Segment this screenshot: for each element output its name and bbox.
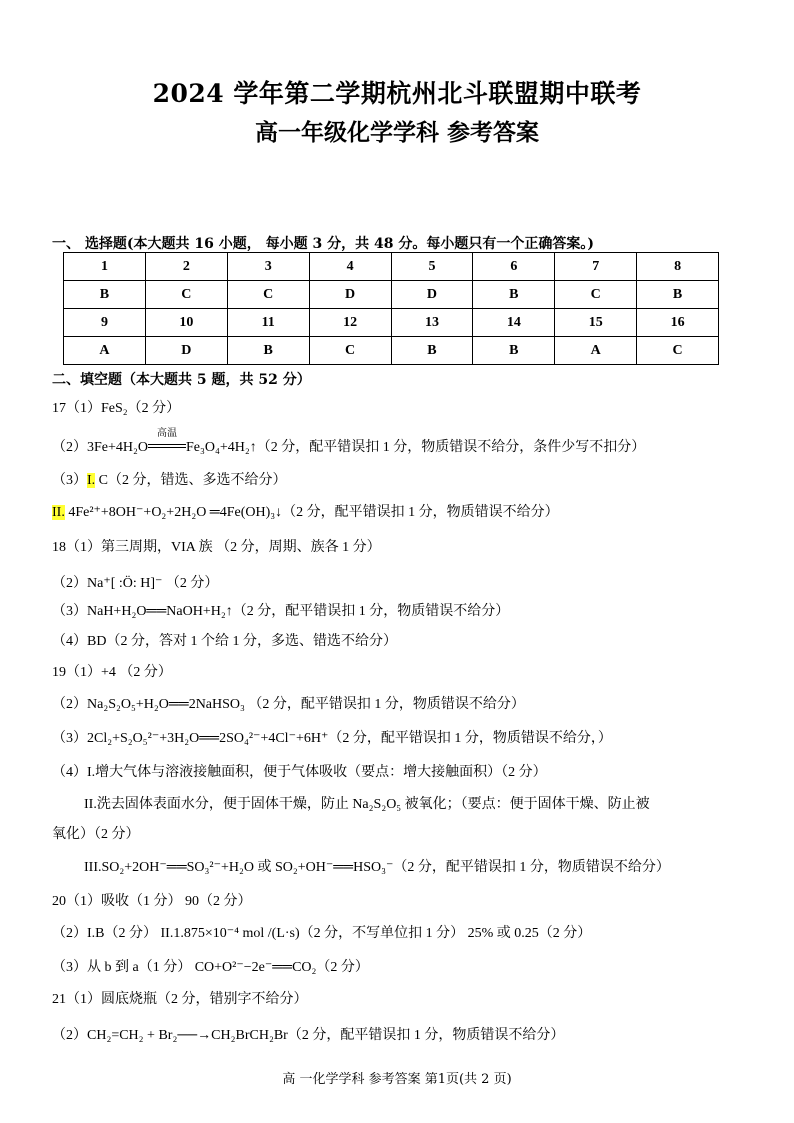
q20-part3: （3）从 b 到 a（1 分） CO+O²⁻−2e⁻══CO₂（2 分） [52,960,369,975]
q19-part4-ii: II.洗去固体表面水分，便于固体干燥，防止 Na₂S₂O₅ 被氧化；（要点：便于固体干燥、防止被 [84,797,650,812]
q17-part2-reactants: （2）3Fe+4H₂O [52,440,148,455]
table-cell: 11 [227,309,309,337]
table-cell: 6 [473,253,555,281]
q21-part2: （2）CH₂=CH₂ + Br₂──→CH₂BrCH₂Br（2 分，配平错误扣 1 分，物质错误不给分） [52,1028,565,1043]
document-title: 2024 学年第二学期杭州北斗联盟期中联考 [152,79,642,108]
table-cell: A [64,337,146,365]
reaction-condition [148,428,186,451]
table-cell: 8 [637,253,719,281]
condition-label: 高温 [157,428,177,439]
table-cell: 13 [391,309,473,337]
equals-sign [148,444,186,448]
section1-heading: 一、 选择题(本大题共 16 小题， 每小题 3 分，共 48 分。每小题只有一个正确答案。) [52,236,594,252]
q17-part3-ii [52,503,559,523]
q17-part1: 17（1）FeS₂（2 分） [52,401,181,416]
q17-part3-answer: C（2 分，错选、多选不给分） [95,473,287,488]
q18-part1: 18（1）第三周期，VIA 族 （2 分，周期、族各 1 分） [52,540,381,555]
table-row [64,253,719,281]
table-cell: 2 [145,253,227,281]
q17-part2 [52,428,646,458]
q17-part3 [52,471,287,491]
q19-part4-i: （4）I.增大气体与溶液接触面积，便于气体吸收（要点：增大接触面积）（2 分） [52,765,547,780]
highlight-marker-i: I. [87,473,96,488]
table-cell: A [555,337,637,365]
q19-part1: 19（1）+4 （2 分） [52,665,172,680]
table-row [64,337,719,365]
highlight-marker-ii: II. [52,505,65,520]
q19-part4-iii: III.SO₂+2OH⁻══SO₃²⁻+H₂O 或 SO₂+OH⁻══HSO₃⁻（2 分，配平错误扣 1 分，物质错误不给分） [84,860,670,875]
table-cell: D [309,281,391,309]
table-cell: 14 [473,309,555,337]
q21-part1: 21（1）圆底烧瓶（2 分，错别字不给分） [52,992,308,1007]
table-cell: 15 [555,309,637,337]
table-cell: D [145,337,227,365]
table-cell: 5 [391,253,473,281]
q18-part4: （4）BD（2 分，答对 1 个给 1 分，多选、错选不给分） [52,634,397,649]
q19-part2: （2）Na₂S₂O₅+H₂O══2NaHSO₃ （2 分，配平错误扣 1 分，物质错误不给分） [52,697,525,712]
q19-part4-ii-cont: 氧化）（2 分） [52,827,140,842]
table-cell: B [227,337,309,365]
answer-table [63,252,719,365]
table-cell: 16 [637,309,719,337]
q17-part3-ii-answer: 4Fe²⁺+8OH⁻+O₂+2H₂O ═4Fe(OH)₃↓（2 分，配平错误扣 1 分，物质错误不给分） [64,505,559,520]
table-cell: B [473,281,555,309]
table-cell: C [555,281,637,309]
table-cell: 1 [64,253,146,281]
table-cell: C [227,281,309,309]
q20-part2: （2）I.B（2 分） II.1.875×10⁻⁴ mol /(L·s)（2 分，不写单位扣 1 分） 25% 或 0.25（2 分） [52,926,592,941]
table-row [64,281,719,309]
page-footer: 高 一化学学科 参考答案 第1页(共 2 页) [282,1072,512,1087]
q19-part3: （3）2Cl₂+S₂O₅²⁻+3H₂O══2SO₄²⁻+4Cl⁻+6H⁺（2 分，配平错误扣 1 分，物质错误不给分，） [52,731,612,746]
table-cell: C [637,337,719,365]
table-row [64,309,719,337]
document-subtitle: 高一年级化学学科 参考答案 [254,119,539,146]
table-cell: B [64,281,146,309]
table-cell: B [391,337,473,365]
section2-heading: 二、填空题（本大题共 5 题，共 52 分） [52,372,311,388]
table-cell: C [309,337,391,365]
table-cell: D [391,281,473,309]
table-cell: 9 [64,309,146,337]
table-cell: C [145,281,227,309]
table-cell: 12 [309,309,391,337]
q20-part1: 20（1）吸收（1 分） 90（2 分） [52,894,252,909]
table-cell: 4 [309,253,391,281]
table-cell: 10 [145,309,227,337]
q17-part2-products: Fe₃O₄+4H₂↑（2 分，配平错误扣 1 分，物质错误不给分，条件少写不扣分） [186,440,646,455]
table-cell: B [637,281,719,309]
table-cell: B [473,337,555,365]
table-cell: 7 [555,253,637,281]
q17-part3-prefix: （3） [52,473,87,488]
q18-part3: （3）NaH+H₂O══NaOH+H₂↑（2 分，配平错误扣 1 分，物质错误不给分） [52,604,510,619]
q18-part2: （2）Na⁺[ :Ö: H]⁻ （2 分） [52,576,219,591]
table-cell: 3 [227,253,309,281]
